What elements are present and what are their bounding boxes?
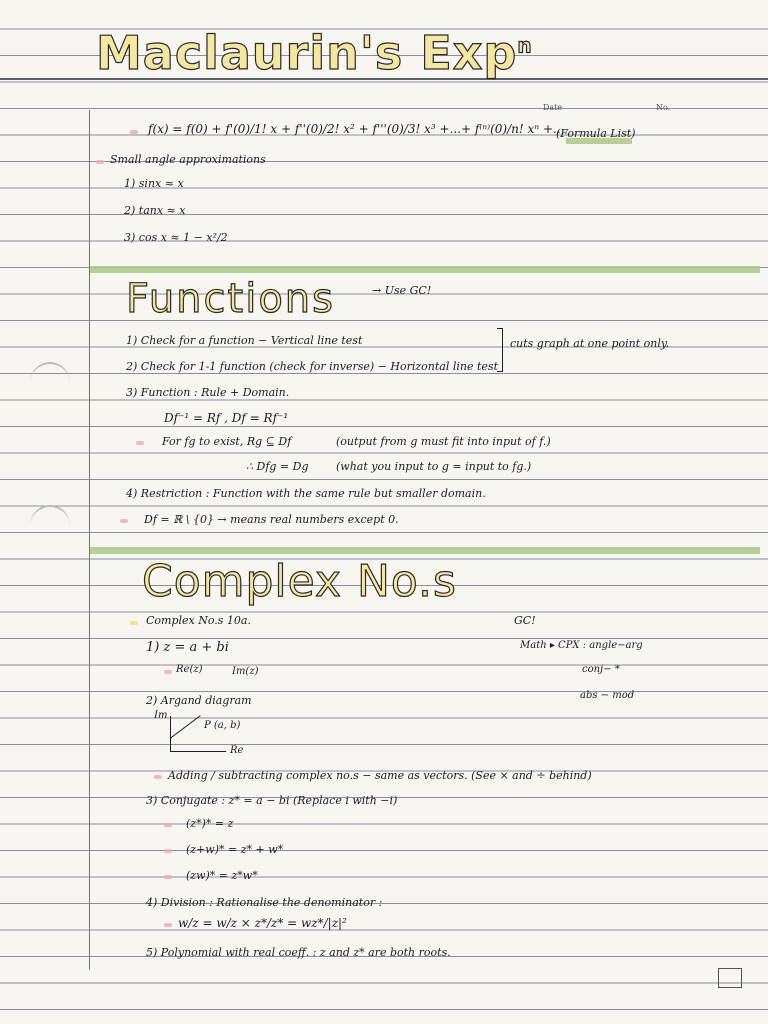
gc-label: GC! (514, 614, 536, 627)
division-formula: w/z = w/z × z*/z* = wz*/|z|² (178, 916, 347, 930)
conjugate-item: 3) Conjugate : z* = a − bi (Replace i with −i) (146, 794, 398, 807)
complex-title: Complex No.s (142, 556, 457, 607)
polynomial-item: 5) Polynomial with real coeff. : z and z* are both roots. (146, 946, 451, 959)
conj-rule-3: (zw)* = z*w* (186, 869, 258, 882)
bracket (497, 328, 503, 372)
bullet-marker (164, 875, 172, 879)
page-title: Maclaurin's Exp$^n$ (96, 26, 533, 80)
date-label: Date (543, 103, 563, 112)
gc-conj: conj− * (582, 664, 620, 675)
function-item-3: 3) Function : Rule + Domain. (126, 386, 290, 399)
maclaurin-formula: f(x) = f(0) + f'(0)/1! x + f''(0)/2! x² + f'''(0)/3! x³ +...+ f⁽ⁿ⁾(0)/n! xⁿ +.. (148, 122, 561, 136)
fg-exist-rule: For fg to exist, Rg ⊆ Df (162, 435, 292, 448)
add-subtract-note: Adding / subtracting complex no.s − same as vectors. (See × and ÷ behind) (168, 769, 592, 782)
bullet-marker (164, 923, 172, 927)
conj-rule-1: (z*)* = z (186, 817, 234, 830)
gc-abs: abs − mod (580, 690, 635, 701)
notebook-logo-icon (718, 968, 742, 988)
real-part-label: Re(z) (176, 664, 203, 675)
bullet-marker (120, 519, 128, 523)
argand-re-label: Re (230, 745, 244, 756)
z-form: 1) z = a + bi (146, 640, 229, 655)
domain-range-rule: Df⁻¹ = Rf , Df = Rf⁻¹ (164, 411, 289, 425)
fg-exist-note: (output from g must fit into input of f.) (336, 435, 551, 448)
imag-part-label: Im(z) (232, 666, 259, 677)
argand-point-label: P (a, b) (204, 720, 241, 731)
bullet-marker (164, 849, 172, 853)
restriction-item: 4) Restriction : Function with the same rule but smaller domain. (126, 487, 486, 500)
approx-tan: 2) tanx ≈ x (124, 204, 186, 217)
bullet-marker (130, 130, 138, 134)
bullet-marker (164, 823, 172, 827)
argand-re-axis (170, 751, 226, 752)
use-gc-note: → Use GC! (372, 284, 432, 297)
argand-im-label: Im (154, 710, 168, 721)
number-label: No. (656, 103, 671, 112)
argand-vector (170, 715, 201, 739)
dfg-rule: ∴ Dfg = Dg (246, 460, 309, 473)
formula-list-label: (Formula List) (556, 127, 636, 140)
function-item-2: 2) Check for 1-1 function (check for inverse) − Horizontal line test (126, 360, 498, 373)
margin-line (89, 110, 90, 970)
approx-cos: 3) cos x ≈ 1 − x²/2 (124, 231, 228, 244)
bullet-marker (136, 441, 144, 445)
punch-hole (30, 505, 70, 547)
functions-title: Functions (126, 276, 335, 322)
punch-hole (30, 362, 70, 404)
division-item: 4) Division : Rationalise the denominator : (146, 896, 383, 909)
complex-reference: Complex No.s 10a. (146, 614, 251, 627)
bullet-marker (164, 670, 172, 674)
bullet-marker (154, 775, 162, 779)
bullet-marker (96, 160, 104, 164)
gc-math-cpx: Math ▸ CPX : angle−arg (520, 640, 643, 651)
argand-heading: 2) Argand diagram (146, 694, 252, 707)
section-divider (90, 547, 760, 554)
function-item-1: 1) Check for a function − Vertical line test (126, 334, 363, 347)
bullet-marker (130, 621, 138, 625)
real-numbers-note: Df = ℝ \ {0} → means real numbers except 0. (144, 513, 399, 526)
small-angle-heading: Small angle approximations (110, 153, 266, 166)
argand-im-axis (170, 716, 171, 752)
conj-rule-2: (z+w)* = z* + w* (186, 843, 284, 856)
dfg-note: (what you input to g = input to fg.) (336, 460, 532, 473)
approx-sin: 1) sinx ≈ x (124, 177, 184, 190)
bracket-note: cuts graph at one point only. (510, 337, 670, 350)
section-divider (90, 266, 760, 273)
